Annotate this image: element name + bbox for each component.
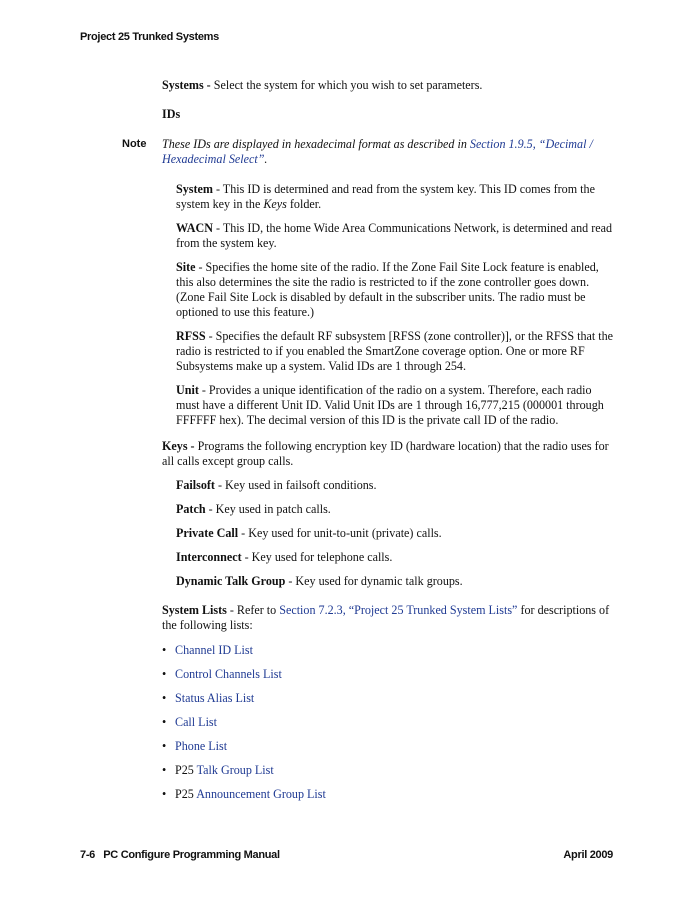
footer-date: April 2009 (563, 849, 613, 861)
keys-folder-em: Keys (263, 197, 287, 211)
list-item (162, 739, 617, 763)
id-item-rfss: RFSS - Specifies the default RF subsystem [RFSS (zone controller)], or the RFSS that the radio is restricted to if you enabled the SmartZone coverage option. One or more RF Subsystems make up a system. Valid IDs are 1 through 254. (176, 329, 614, 373)
list-item (162, 667, 617, 691)
key-items (176, 478, 617, 589)
id-item-site: Site - Specifies the home site of the radio. If the Zone Fail Site Lock feature is enabled, this also determines the site the radio is restricted to if the zone controller goes down. (Zone Fail Site Lock is disabled by default in the subscriber units. The radio must be optioned to use this feature.) (176, 260, 599, 319)
key-item-patch: Patch - Key used in patch calls. (176, 502, 331, 516)
id-item-unit: Unit - Provides a unique identification of the radio on a system. Therefore, each radio must have a different Unit ID. Valid Unit IDs are 1 through 16,777,215 (000001 through FFFFFF hex). The decimal version of this ID is the private call ID of the radio. (176, 383, 604, 427)
id-items (176, 182, 617, 428)
id-item-system: System - This ID is determined and read from the system key. This ID comes from the system key in the Keys folder. (176, 182, 595, 211)
link-talk-group-list[interactable]: Talk Group List (196, 763, 274, 777)
key-item-private-call: Private Call - Key used for unit-to-unit (private) calls. (176, 526, 442, 540)
note-paragraph (122, 137, 617, 167)
list-item (162, 691, 617, 715)
systems-paragraph (162, 78, 617, 93)
note-text: These IDs are displayed in hexadecimal format as described in (162, 137, 470, 151)
id-item-wacn: WACN - This ID, the home Wide Area Communications Network, is determined and read from the system key. (176, 221, 613, 250)
link-phone-list[interactable]: Phone List (175, 739, 228, 753)
list-item: • P25 Announcement Group List (162, 787, 617, 811)
link-control-channels-list[interactable]: Control Channels List (175, 667, 282, 681)
key-item-dynamic-talk-group: Dynamic Talk Group - Key used for dynamic talk groups. (176, 574, 463, 588)
systems-label: Systems - (162, 78, 211, 92)
system-lists-bullets (162, 643, 617, 811)
link-announcement-group-list[interactable]: Announcement Group List (196, 787, 326, 801)
link-channel-id-list[interactable]: Channel ID List (175, 643, 253, 657)
link-p25-trunked-system-lists[interactable]: Section 7.2.3, “Project 25 Trunked System Lists” (279, 603, 518, 617)
system-lists-paragraph: System Lists - Refer to Section 7.2.3, “Project 25 Trunked System Lists” for descriptions of the following lists: (162, 603, 610, 632)
ids-heading: IDs (162, 107, 181, 121)
key-item-failsoft: Failsoft - Key used in failsoft conditions. (176, 478, 377, 492)
page-body (122, 78, 617, 811)
running-header: Project 25 Trunked Systems (80, 31, 219, 43)
list-item: • P25 Talk Group List (162, 763, 617, 787)
systems-text: Select the system for which you wish to set parameters. (210, 78, 483, 92)
footer-left: 7-6 PC Configure Programming Manual (80, 849, 280, 861)
note-label: Note (122, 138, 147, 150)
keys-paragraph: Keys - Programs the following encryption key ID (hardware location) that the radio uses for all calls except group calls. (162, 439, 609, 468)
key-item-interconnect: Interconnect - Key used for telephone calls. (176, 550, 393, 564)
list-item (162, 643, 617, 667)
link-call-list[interactable]: Call List (175, 715, 217, 729)
link-decimal-hex-select[interactable]: Section 1.9.5, “Decimal / Hexadecimal Select” (162, 137, 593, 166)
link-status-alias-list[interactable]: Status Alias List (175, 691, 255, 705)
list-item (162, 715, 617, 739)
note-text-end: . (264, 152, 268, 166)
